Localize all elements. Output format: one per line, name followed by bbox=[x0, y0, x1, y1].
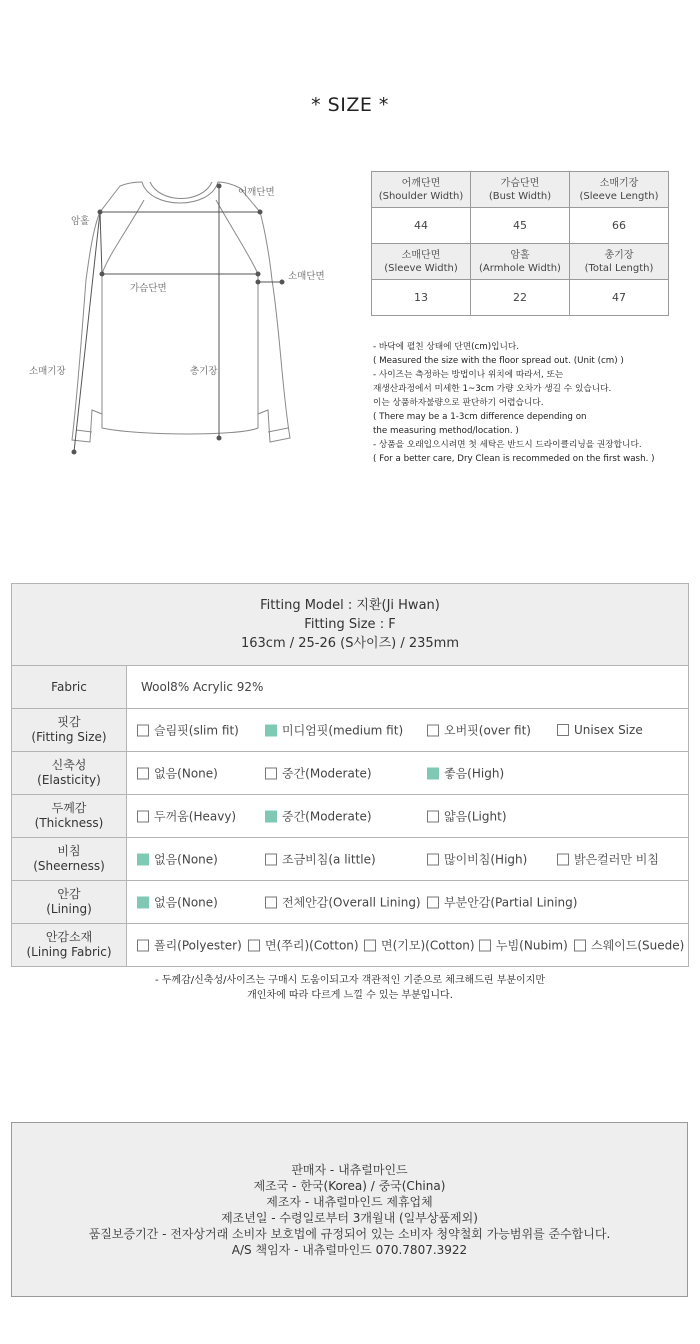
option-thickness-heavy[interactable]: 두꺼움(Heavy) bbox=[137, 808, 236, 825]
fabric-label: Fabric bbox=[12, 666, 127, 709]
option-sheer-high[interactable]: 많이비침(High) bbox=[427, 851, 527, 868]
row-label-en: (Elasticity) bbox=[37, 773, 101, 787]
checkbox-icon bbox=[265, 853, 277, 865]
option-medium-fit[interactable]: 미디엄핏(medium fit) bbox=[265, 722, 403, 739]
checkbox-icon bbox=[137, 724, 149, 736]
checkbox-icon bbox=[137, 767, 149, 779]
sweater-outline-icon bbox=[20, 170, 340, 470]
note-line: ( There may be a 1-3cm difference depending on bbox=[373, 412, 587, 422]
checkbox-icon bbox=[427, 896, 439, 908]
sleeve-width-label: 소매단면 bbox=[288, 271, 325, 282]
checkbox-icon bbox=[137, 896, 149, 908]
fitting-table bbox=[11, 583, 689, 967]
seller-line: 품질보증기간 - 전자상거래 소비자 보호법에 규정되어 있는 소비자 청약철회 가능범위를 준수합니다. bbox=[88, 1227, 611, 1241]
row-label-ko: 신축성 bbox=[51, 758, 87, 772]
row-label-ko: 핏감 bbox=[57, 715, 81, 729]
fabric-cell bbox=[127, 666, 689, 709]
chest-label: 가슴단면 bbox=[130, 283, 167, 294]
measurement-notes bbox=[373, 340, 693, 466]
disclaimer bbox=[0, 973, 700, 1003]
sleeve-length-label: 소매기장 bbox=[29, 366, 66, 377]
option-cell bbox=[127, 881, 689, 924]
row-label-en: (Sheerness) bbox=[33, 859, 105, 873]
size-title: * SIZE * bbox=[311, 94, 389, 116]
option-fabric-nubim[interactable]: 누빔(Nubim) bbox=[479, 937, 568, 954]
size-header-cell: 총기장 (Total Length) bbox=[570, 244, 669, 280]
size-value-cell: 47 bbox=[570, 280, 669, 316]
size-header-cell: 어깨단면 (Shoulder Width) bbox=[372, 172, 471, 208]
size-header-row bbox=[372, 172, 669, 208]
fit-row-fitting-size bbox=[12, 709, 689, 752]
size-header-cell: 소매단면 (Sleeve Width) bbox=[372, 244, 471, 280]
option-sheer-none[interactable]: 없음(None) bbox=[137, 851, 218, 868]
fitting-size-line: Fitting Size : F bbox=[304, 617, 396, 632]
size-value-cell: 45 bbox=[471, 208, 570, 244]
checkbox-icon bbox=[557, 724, 569, 736]
row-label-en: (Lining) bbox=[46, 902, 92, 916]
disclaimer-line: 개인차에 따라 다르게 느낄 수 있는 부분입니다. bbox=[247, 990, 453, 1001]
fit-row-sheerness bbox=[12, 838, 689, 881]
option-sheer-little[interactable]: 조금비침(a little) bbox=[265, 851, 376, 868]
note-line: - 바닥에 펼친 상태에 단면(cm)입니다. bbox=[373, 342, 520, 352]
option-elasticity-none[interactable]: 없음(None) bbox=[137, 765, 218, 782]
garment-diagram bbox=[20, 170, 340, 470]
option-slim-fit[interactable]: 슬림핏(slim fit) bbox=[137, 722, 239, 739]
option-cell bbox=[127, 752, 689, 795]
option-lining-none[interactable]: 없음(None) bbox=[137, 894, 218, 911]
checkbox-icon bbox=[427, 724, 439, 736]
checkbox-icon bbox=[574, 939, 586, 951]
note-line: - 상품을 오래입으시려면 첫 세탁은 반드시 드라이클리닝을 권장합니다. bbox=[373, 440, 642, 450]
total-length-label: 총기장 bbox=[190, 366, 218, 377]
option-over-fit[interactable]: 오버핏(over fit) bbox=[427, 722, 531, 739]
size-table bbox=[371, 171, 669, 316]
option-lining-overall[interactable]: 전체안감(Overall Lining) bbox=[265, 894, 421, 911]
option-cell bbox=[127, 709, 689, 752]
seller-info-box bbox=[11, 1122, 688, 1297]
size-value-cell: 44 bbox=[372, 208, 471, 244]
row-label-en: (Thickness) bbox=[34, 816, 104, 830]
row-label-ko: 두께감 bbox=[51, 801, 87, 815]
checkbox-icon bbox=[137, 810, 149, 822]
checkbox-icon bbox=[137, 939, 149, 951]
seller-line: A/S 책임자 - 내츄럴마인드 070.7807.3922 bbox=[231, 1243, 468, 1257]
note-line: ( Measured the size with the floor spread out. (Unit (cm) ) bbox=[373, 356, 624, 366]
note-line: - 사이즈는 측정하는 방법이나 위치에 따라서, 또는 bbox=[373, 370, 564, 380]
fabric-value: Wool8% Acrylic 92% bbox=[141, 680, 264, 694]
row-label-ko: 비침 bbox=[57, 844, 81, 858]
option-thickness-moderate[interactable]: 중간(Moderate) bbox=[265, 808, 372, 825]
checkbox-icon bbox=[557, 853, 569, 865]
row-label-ko: 안감소재 bbox=[45, 930, 93, 944]
checkbox-icon bbox=[248, 939, 260, 951]
size-header-cell: 가슴단면 (Bust Width) bbox=[471, 172, 570, 208]
checkbox-icon bbox=[479, 939, 491, 951]
checkbox-icon bbox=[265, 810, 277, 822]
size-header-cell: 소매기장 (Sleeve Length) bbox=[570, 172, 669, 208]
checkbox-icon bbox=[137, 853, 149, 865]
fitting-model-line: Fitting Model : 지환(Ji Hwan) bbox=[260, 598, 440, 613]
fitting-stats-line: 163cm / 25-26 (S사이즈) / 235mm bbox=[240, 636, 460, 651]
seller-line: 판매자 - 내츄럴마인드 bbox=[291, 1163, 408, 1177]
fit-row-elasticity bbox=[12, 752, 689, 795]
option-cell bbox=[127, 795, 689, 838]
option-fabric-cotton-jjuri[interactable]: 면(쭈리)(Cotton) bbox=[248, 937, 359, 954]
fit-row-thickness bbox=[12, 795, 689, 838]
option-thickness-light[interactable]: 얇음(Light) bbox=[427, 808, 507, 825]
option-sheer-bright-only[interactable]: 밝은컬러만 비침 bbox=[557, 851, 659, 868]
checkbox-icon bbox=[265, 896, 277, 908]
row-label-en: (Fitting Size) bbox=[31, 730, 107, 744]
row-label-ko: 안감 bbox=[57, 887, 81, 901]
seller-line: 제조국 - 한국(Korea) / 중국(China) bbox=[253, 1179, 446, 1193]
checkbox-icon bbox=[265, 724, 277, 736]
option-fabric-polyester[interactable]: 폴리(Polyester) bbox=[137, 937, 242, 954]
option-lining-partial[interactable]: 부분안감(Partial Lining) bbox=[427, 894, 577, 911]
size-header-row bbox=[372, 244, 669, 280]
option-cell bbox=[127, 838, 689, 881]
checkbox-icon bbox=[427, 810, 439, 822]
fit-row-lining-fabric bbox=[12, 924, 689, 967]
size-header-cell: 암홀 (Armhole Width) bbox=[471, 244, 570, 280]
option-unisex-size[interactable]: Unisex Size bbox=[557, 723, 643, 737]
fitting-info bbox=[11, 583, 688, 959]
note-line: 이는 상품하자불량으로 판단하기 어렵습니다. bbox=[373, 398, 544, 408]
note-line: 재생산과정에서 미세한 1~3cm 가량 오차가 생길 수 있습니다. bbox=[373, 384, 612, 394]
seller-line: 제조자 - 내츄럴마인드 제휴업체 bbox=[266, 1195, 433, 1209]
fitting-model-header bbox=[12, 584, 689, 666]
checkbox-icon bbox=[364, 939, 376, 951]
option-cell bbox=[127, 924, 689, 967]
armhole-label: 암홀 bbox=[71, 216, 90, 227]
checkbox-icon bbox=[427, 853, 439, 865]
size-value-cell: 13 bbox=[372, 280, 471, 316]
option-fabric-suede[interactable]: 스웨이드(Suede) bbox=[574, 937, 684, 954]
shoulder-label: 어깨단면 bbox=[238, 187, 275, 198]
option-elasticity-high[interactable]: 좋음(High) bbox=[427, 765, 504, 782]
checkbox-icon bbox=[265, 767, 277, 779]
size-value-cell: 22 bbox=[471, 280, 570, 316]
fit-row-lining bbox=[12, 881, 689, 924]
option-elasticity-moderate[interactable]: 중간(Moderate) bbox=[265, 765, 372, 782]
disclaimer-line: - 두께감/신축성/사이즈는 구매시 도움이되고자 객관적인 기준으로 체크해드린 부분이지만 bbox=[154, 975, 546, 986]
size-value-cell: 66 bbox=[570, 208, 669, 244]
checkbox-icon bbox=[427, 767, 439, 779]
note-line: ( For a better care, Dry Clean is recommeded on the first wash. ) bbox=[373, 454, 655, 464]
note-line: the measuring method/location. ) bbox=[373, 426, 519, 436]
size-value-row bbox=[372, 280, 669, 316]
option-fabric-cotton-brushed[interactable]: 면(기모)(Cotton) bbox=[364, 937, 475, 954]
size-value-row bbox=[372, 208, 669, 244]
row-label-en: (Lining Fabric) bbox=[26, 945, 112, 959]
seller-line: 제조년일 - 수령일로부터 3개월내 (일부상품제외) bbox=[221, 1211, 478, 1225]
